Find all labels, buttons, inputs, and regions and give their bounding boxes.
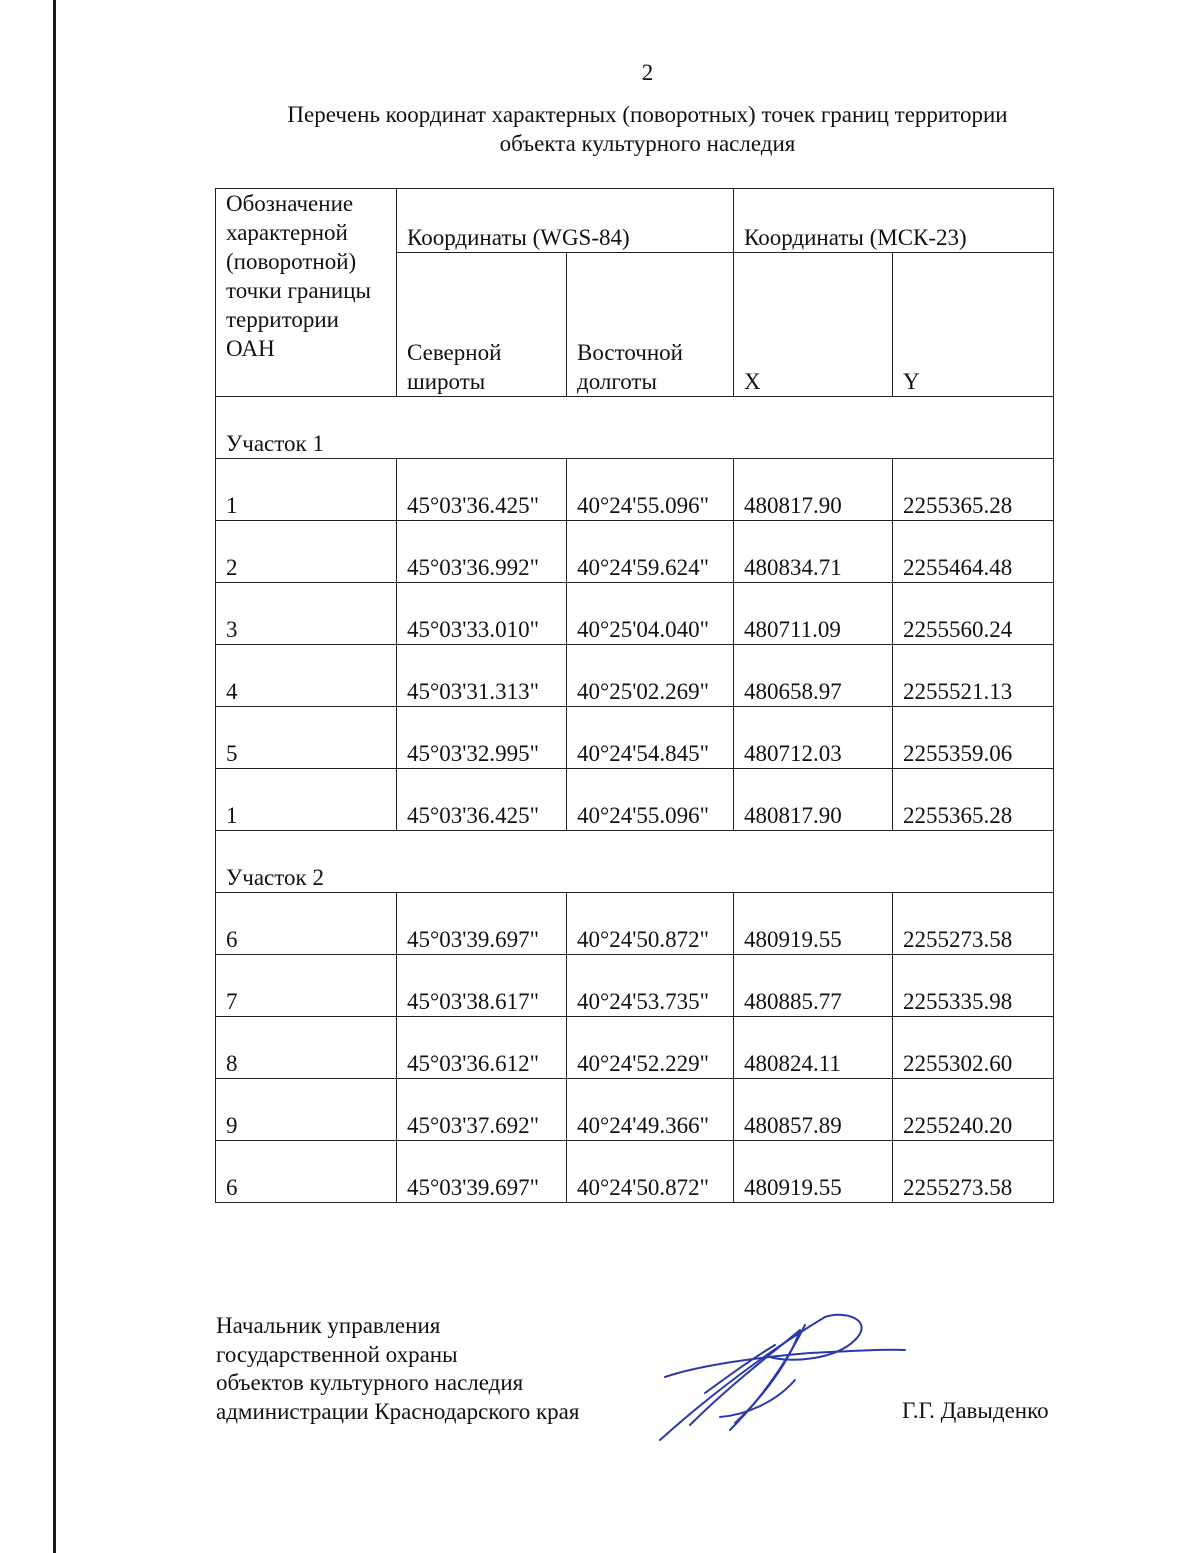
east-longitude-cell: 40°24'54.845" [567, 707, 734, 769]
north-latitude-cell: 45°03'32.995" [397, 707, 567, 769]
y-coordinate-cell: 2255365.28 [893, 459, 1054, 521]
point-number-cell: 1 [216, 459, 397, 521]
document-title [200, 100, 1095, 158]
east-longitude-cell: 40°24'59.624" [567, 521, 734, 583]
north-latitude-cell: 45°03'38.617" [397, 955, 567, 1017]
north-latitude-cell: 45°03'36.612" [397, 1017, 567, 1079]
east-longitude-cell: 40°24'53.735" [567, 955, 734, 1017]
table-row [216, 707, 1054, 769]
east-longitude-cell: 40°24'50.872" [567, 893, 734, 955]
east-longitude-cell: 40°24'55.096" [567, 769, 734, 831]
x-coordinate-cell: 480857.89 [734, 1079, 893, 1141]
east-longitude-cell: 40°25'02.269" [567, 645, 734, 707]
x-coordinate-cell: 480834.71 [734, 521, 893, 583]
table-header-row [216, 189, 1054, 253]
page-number: 2 [641, 60, 654, 85]
table-row [216, 769, 1054, 831]
section-row [216, 397, 1054, 459]
y-coordinate-cell: 2255521.13 [893, 645, 1054, 707]
y-coordinate-cell: 2255464.48 [893, 521, 1054, 583]
point-number-cell: 2 [216, 521, 397, 583]
header-point-label: Обозначение характерной (поворотной) точки границы территории ОАН [216, 189, 397, 397]
x-coordinate-cell: 480817.90 [734, 459, 893, 521]
x-coordinate-cell: 480711.09 [734, 583, 893, 645]
x-coordinate-cell: 480712.03 [734, 707, 893, 769]
north-latitude-cell: 45°03'36.425" [397, 459, 567, 521]
point-number-cell: 7 [216, 955, 397, 1017]
y-coordinate-cell: 2255560.24 [893, 583, 1054, 645]
point-number-cell: 8 [216, 1017, 397, 1079]
north-latitude-cell: 45°03'39.697" [397, 1141, 567, 1203]
table-row [216, 1141, 1054, 1203]
x-coordinate-cell: 480919.55 [734, 893, 893, 955]
section-row [216, 831, 1054, 893]
x-coordinate-cell: 480824.11 [734, 1017, 893, 1079]
header-east-longitude: Восточной долготы [567, 253, 734, 397]
position-line-4: администрации Краснодарского края [216, 1398, 580, 1424]
table-row [216, 583, 1054, 645]
point-number-cell: 4 [216, 645, 397, 707]
y-coordinate-cell: 2255335.98 [893, 955, 1054, 1017]
east-longitude-cell: 40°24'50.872" [567, 1141, 734, 1203]
north-latitude-cell: 45°03'31.313" [397, 645, 567, 707]
signature-position-block [216, 1312, 579, 1426]
signer-name: Г.Г. Давыденко [902, 1398, 1049, 1423]
north-latitude-cell: 45°03'36.425" [397, 769, 567, 831]
north-latitude-cell: 45°03'37.692" [397, 1079, 567, 1141]
coordinates-table [215, 188, 1054, 1203]
y-coordinate-cell: 2255240.20 [893, 1079, 1054, 1141]
position-line-2: государственной охраны [216, 1341, 458, 1367]
x-coordinate-cell: 480817.90 [734, 769, 893, 831]
title-line-2: объекта культурного наследия [499, 131, 796, 156]
point-number-cell: 6 [216, 893, 397, 955]
table-row [216, 521, 1054, 583]
east-longitude-cell: 40°24'52.229" [567, 1017, 734, 1079]
table-row [216, 459, 1054, 521]
table-row [216, 1079, 1054, 1141]
point-number-cell: 1 [216, 769, 397, 831]
section-label: Участок 2 [216, 831, 1054, 893]
position-line-1: Начальник управления [216, 1313, 441, 1338]
x-coordinate-cell: 480885.77 [734, 955, 893, 1017]
east-longitude-cell: 40°24'55.096" [567, 459, 734, 521]
y-coordinate-cell: 2255273.58 [893, 1141, 1054, 1203]
point-number-cell: 9 [216, 1079, 397, 1141]
y-coordinate-cell: 2255359.06 [893, 707, 1054, 769]
table-row [216, 893, 1054, 955]
point-number-cell: 3 [216, 583, 397, 645]
header-y: Y [893, 253, 1054, 397]
header-group-msk: Координаты (МСК-23) [734, 189, 1054, 253]
header-x: X [734, 253, 893, 397]
section-label: Участок 1 [216, 397, 1054, 459]
point-number-cell: 6 [216, 1141, 397, 1203]
header-north-latitude: Северной широты [397, 253, 567, 397]
handwritten-signature [650, 1305, 920, 1445]
table-row [216, 955, 1054, 1017]
y-coordinate-cell: 2255273.58 [893, 893, 1054, 955]
north-latitude-cell: 45°03'39.697" [397, 893, 567, 955]
y-coordinate-cell: 2255365.28 [893, 769, 1054, 831]
x-coordinate-cell: 480658.97 [734, 645, 893, 707]
table-row [216, 645, 1054, 707]
header-group-wgs: Координаты (WGS-84) [397, 189, 734, 253]
y-coordinate-cell: 2255302.60 [893, 1017, 1054, 1079]
position-line-3: объектов культурного наследия [216, 1370, 524, 1395]
table-row [216, 1017, 1054, 1079]
east-longitude-cell: 40°25'04.040" [567, 583, 734, 645]
scan-edge-line [53, 0, 56, 1553]
point-number-cell: 5 [216, 707, 397, 769]
x-coordinate-cell: 480919.55 [734, 1141, 893, 1203]
north-latitude-cell: 45°03'33.010" [397, 583, 567, 645]
title-line-1: Перечень координат характерных (поворотных) точек границ территории [287, 102, 1008, 127]
east-longitude-cell: 40°24'49.366" [567, 1079, 734, 1141]
north-latitude-cell: 45°03'36.992" [397, 521, 567, 583]
